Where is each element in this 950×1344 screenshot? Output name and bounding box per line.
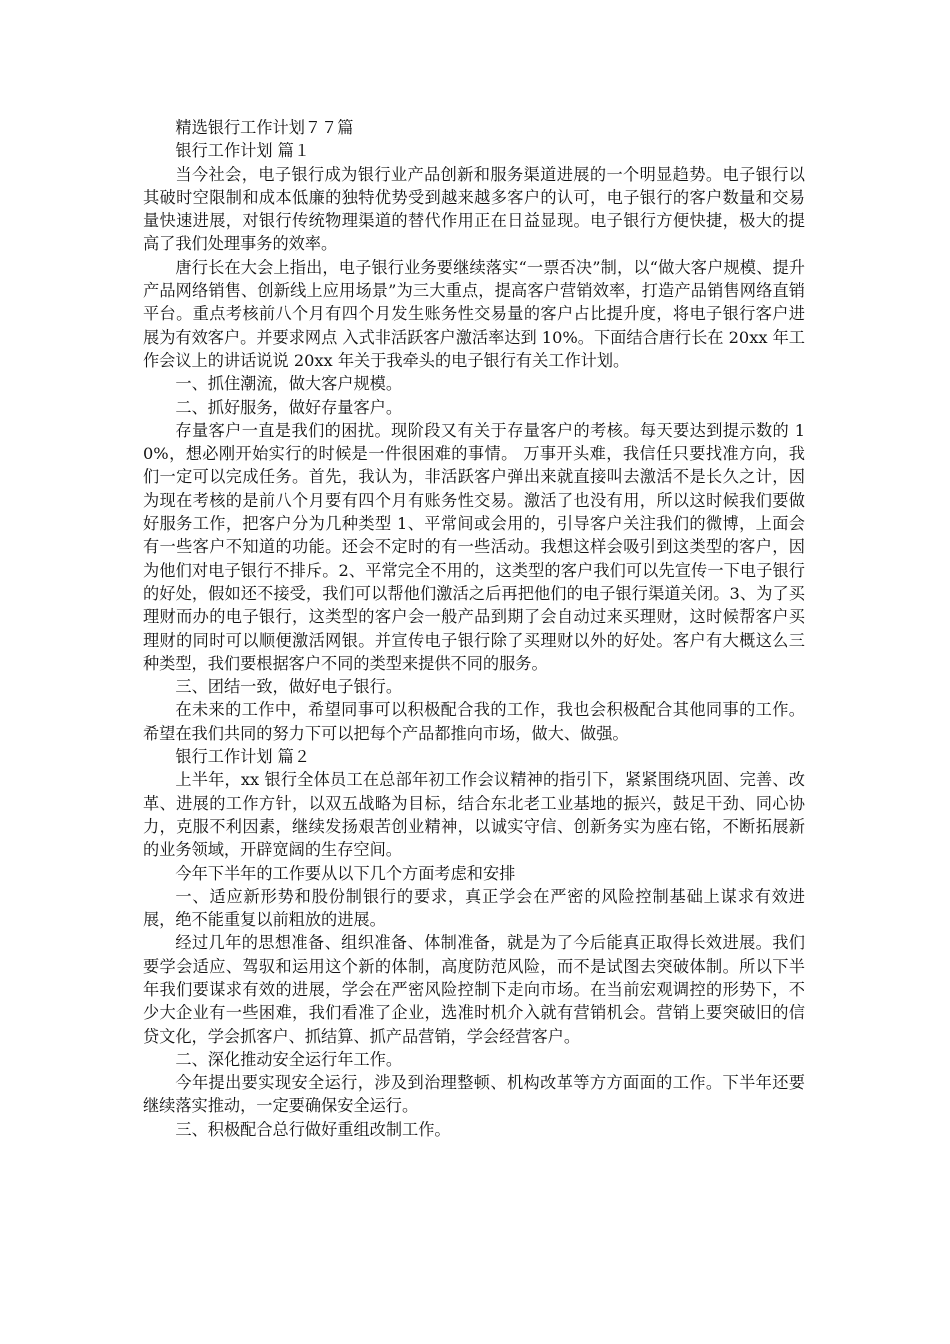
section-heading-1: 银行工作计划 篇１ xyxy=(175,141,311,161)
list-point: 三、团结一致，做好电子银行。 xyxy=(175,677,403,697)
document-page xyxy=(143,116,805,1141)
document-title: 精选银行工作计划７７篇 xyxy=(175,118,354,137)
paragraph: 今年下半年的工作要从以下几个方面考虑和安排 xyxy=(175,863,516,883)
paragraph: 经过几年的思想准备、组织准备、体制准备，就是为了今后能真正取得长效进展。我们要学会适应、驾驭和运用这个新的体制，高度防范风险，而不是试图去突破体制。所以下半年我们要谋求有效的进展，学会在严密风险控制下走向市场。在当前宏观调控的形势下，不少大企业有一些困难，我们看准了企业，选准时机介入就有营销机会。营销上要突破旧的信贷文化，学会抓客户、抓结算、抓产品营销，学会经营客户。 xyxy=(143,933,805,1046)
list-point: 三、积极配合总行做好重组改制工作。 xyxy=(175,1119,451,1139)
list-point: 一、抓住潮流，做大客户规模。 xyxy=(175,374,403,394)
paragraph: 存量客户一直是我们的困扰。现阶段又有关于存量客户的考核。每天要达到提示数的 10%，想必刚开始实行的时候是一件很困难的事情。 万事开头难，我信任只要找准方向，我们一定可以完成任务。首先，我认为，非活跃客户弹出来就直接叫去激活不是长久之计，因为现在考核的是前八个月要有四个月有账务性交易。激活了也没有用，所以这时候我们要做好服务工作，把客户分为几种类型 1、平常间或会用的，引导客户关注我们的微博，上面会有一些客户不知道的功能。还会不定时的有一些活动。我想这样会吸引到这类型的客户，因为他们对电子银行不排斥。2、平常完全不用的，这类型的客户我们可以先宣传一下电子银行的好处，假如还不接受，我们可以帮他们激活之后再把他们的电子银行渠道关闭。3、为了买理财而办的电子银行，这类型的客户会一般产品到期了会自动过来买理财，这时候帮客户买理财的同时可以顺便激活网银。并宣传电子银行除了买理财以外的好处。客户有大概这么三种类型，我们要根据客户不同的类型来提供不同的服务。 xyxy=(143,420,805,673)
paragraph: 上半年，xx 银行全体员工在总部年初工作会议精神的指引下，紧紧围绕巩固、完善、改革、进展的工作方针，以双五战略为目标，结合东北老工业基地的振兴，鼓足干劲、同心协力，克服不利因素，继续发扬艰苦创业精神，以诚实守信、创新务实为座右铭，不断拓展新的业务领域，开辟宽阔的生存空间。 xyxy=(143,770,805,860)
paragraph: 唐行长在大会上指出，电子银行业务要继续落实“一票否决”制，以“做大客户规模、提升产品网络销售、创新线上应用场景”为三大重点，提高客户营销效率，打造产品销售网络直销平台。重点考核前八个月有四个月发生账务性交易量的客户占比提升度，将电子银行客户进展为有效客户。并要求网点 入式非活跃客户激活率达到 10%。下面结合唐行长在 20xx 年工作会议上的讲话说说 20xx 年关于我牵头的电子银行有关工作计划。 xyxy=(143,257,805,370)
paragraph: 当今社会，电子银行成为银行业产品创新和服务渠道进展的一个明显趋势。电子银行以其破时空限制和成本低廉的独特优势受到越来越多客户的认可，电子银行的客户数量和交易量快速进展，对银行传统物理渠道的替代作用正在日益显现。电子银行方便快捷，极大的提高了我们处理事务的效率。 xyxy=(143,164,805,254)
paragraph: 在未来的工作中，希望同事可以积极配合我的工作，我也会积极配合其他同事的工作。希望在我们共同的努力下可以把每个产品都推向市场，做大、做强。 xyxy=(143,700,805,743)
list-point: 二、抓好服务，做好存量客户。 xyxy=(175,397,403,417)
section-heading-2: 银行工作计划 篇２ xyxy=(175,747,311,767)
list-point: 一、适应新形势和股份制银行的要求，真正学会在严密的风险控制基础上谋求有效进展，绝不能重复以前粗放的进展。 xyxy=(143,886,805,930)
list-point: 二、深化推动安全运行年工作。 xyxy=(175,1049,403,1069)
paragraph: 今年提出要实现安全运行，涉及到治理整顿、机构改革等方方面面的工作。下半年还要继续落实推动，一定要确保安全运行。 xyxy=(143,1073,805,1116)
